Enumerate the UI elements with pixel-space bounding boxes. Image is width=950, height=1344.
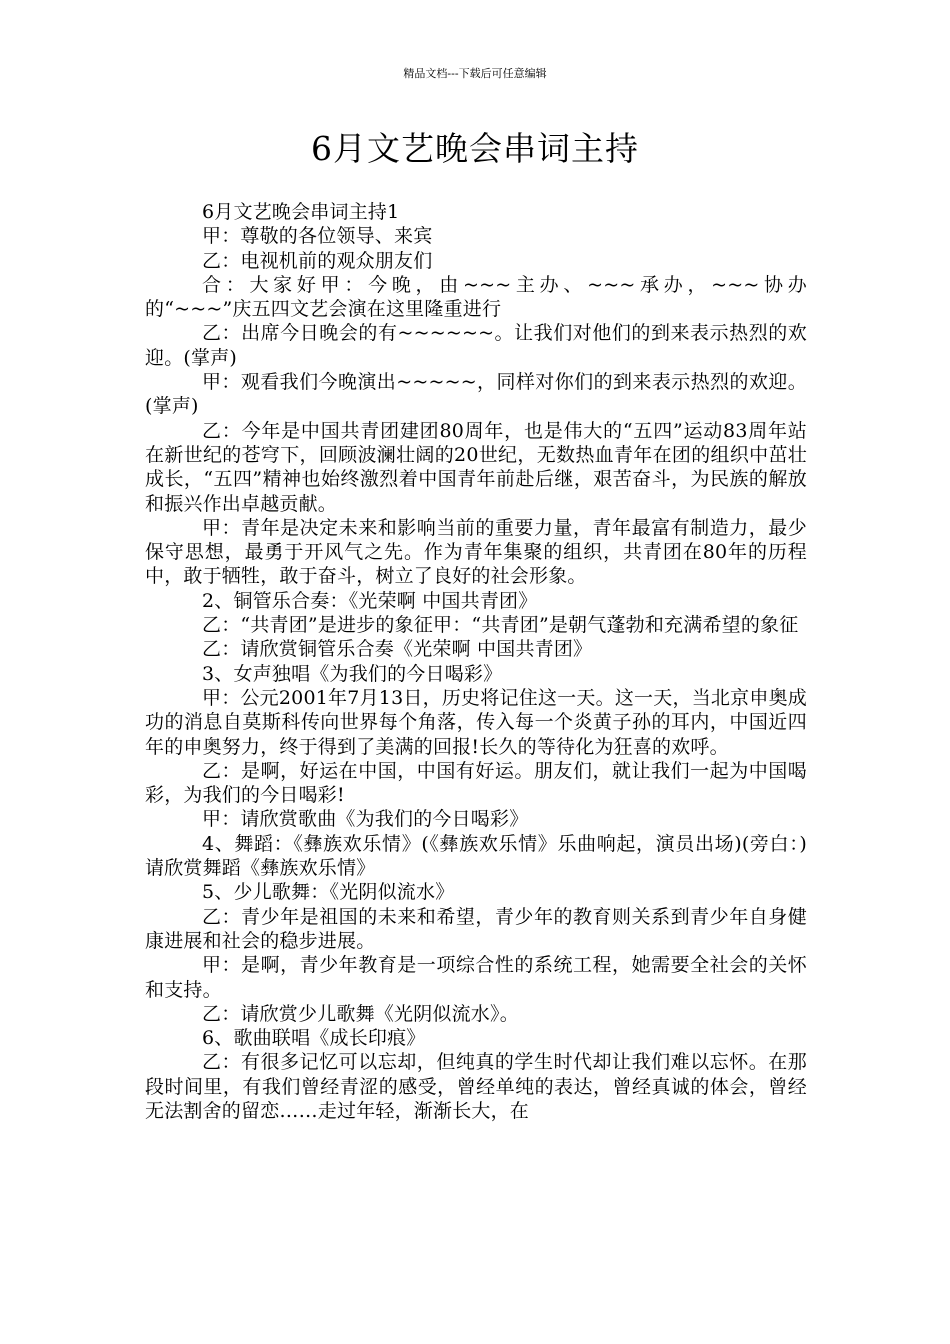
document-body [145, 200, 807, 1123]
document-title: 6月文艺晚会串词主持 [311, 129, 639, 168]
paragraph: 6、歌曲联唱《成长印痕》 [202, 1027, 426, 1050]
paragraph: 乙：是啊，好运在中国，中国有好运。朋友们，就让我们一起为中国喝彩，为我们的今日喝彩! [145, 759, 807, 807]
paragraph: 乙：请欣赏铜管乐合奏《光荣啊 中国共青团》 [202, 638, 593, 661]
paragraph: 合：大家好甲：今晚，由~~~主办、~~~承办，~~~协办的“~~~”庆五四文艺会演在这里隆重进行 [145, 273, 807, 321]
paragraph: 甲：公元2001年7月13日，历史将记住这一天。这一天，当北京申奥成功的消息自莫斯科传向世界每个角落，传入每一个炎黄子孙的耳内，中国近四年的申奥努力，终于得到了美满的回报!长久的等待化为狂喜的欢呼。 [145, 686, 807, 758]
paragraph: 乙：请欣赏少儿歌舞《光阴似流水》。 [202, 1002, 519, 1025]
paragraph: 乙：“共青团”是进步的象征甲：“共青团”是朝气蓬勃和充满希望的象征 [202, 614, 799, 637]
paragraph: 4、舞蹈：《彝族欢乐情》(《彝族欢乐情》乐曲响起，演员出场)(旁白：)请欣赏舞蹈《彝族欢乐情》 [145, 832, 807, 880]
paragraph: 甲：请欣赏歌曲《为我们的今日喝彩》 [202, 808, 529, 831]
paragraph: 6月文艺晚会串词主持1 [202, 201, 400, 223]
paragraph: 5、少儿歌舞：《光阴似流水》 [202, 881, 455, 904]
paragraph: 乙：电视机前的观众朋友们 [202, 249, 433, 272]
paragraph: 甲：尊敬的各位领导、来宾 [202, 225, 433, 248]
paragraph: 乙：青少年是祖国的未来和希望，青少年的教育则关系到青少年自身健康进展和社会的稳步进展。 [145, 905, 807, 952]
paragraph: 2、铜管乐合奏：《光荣啊 中国共青团》 [202, 589, 538, 612]
paragraph: 乙：出席今日晚会的有~~~~~~。让我们对他们的到来表示热烈的欢迎。(掌声) [145, 322, 807, 369]
page-header: 精品文档---下载后可任意编辑 [403, 67, 547, 80]
paragraph: 甲：观看我们今晚演出~~~~~，同样对你们的到来表示热烈的欢迎。(掌声) [145, 371, 807, 418]
paragraph: 甲：青年是决定未来和影响当前的重要力量，青年最富有制造力，最少保守思想，最勇于开风气之先。作为青年集聚的组织，共青团在80年的历程中，敢于牺牲，敢于奋斗，树立了良好的社会形象。 [145, 516, 807, 588]
paragraph: 甲：是啊，青少年教育是一项综合性的系统工程，她需要全社会的关怀和支持。 [145, 954, 807, 1001]
paragraph: 3、女声独唱《为我们的今日喝彩》 [202, 662, 503, 685]
paragraph: 乙：有很多记忆可以忘却，但纯真的学生时代却让我们难以忘怀。在那段时间里，有我们曾经青涩的感受，曾经单纯的表达，曾经真诚的体会，曾经无法割舍的留恋……走过年轻，渐渐长大，在 [145, 1051, 807, 1122]
paragraph: 乙：今年是中国共青团建团80周年，也是伟大的“五四”运动83周年站在新世纪的苍穹下，回顾波澜壮阔的20世纪，无数热血青年在团的组织中茁壮成长，“五四”精神也始终激烈着中国青年前赴后继，艰苦奋斗，为民族的解放和振兴作出卓越贡献。 [145, 419, 807, 515]
